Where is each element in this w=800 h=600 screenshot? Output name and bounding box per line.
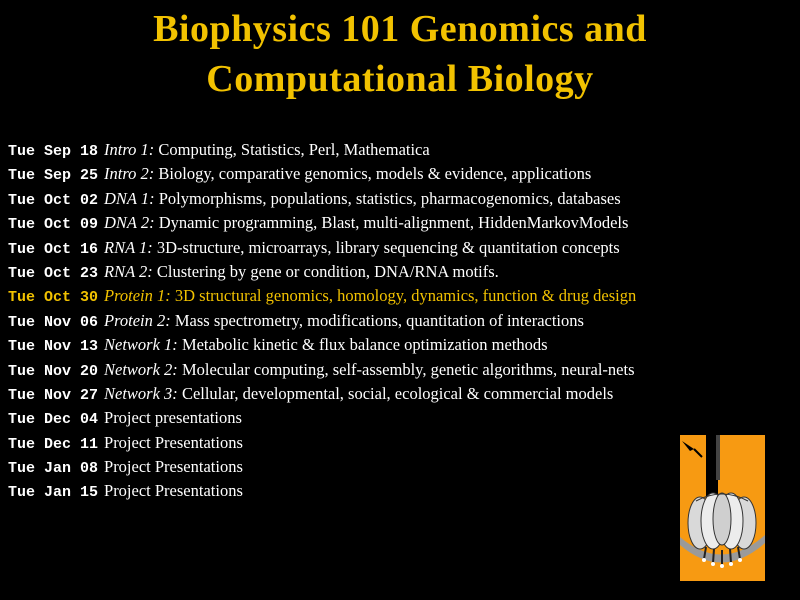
schedule-description: Project Presentations — [104, 481, 243, 501]
schedule-date: Tue Oct 16 — [8, 240, 99, 258]
schedule-topic: Network 1: — [104, 335, 178, 355]
schedule-date: Tue Jan 08 — [8, 460, 99, 478]
schedule-topic: DNA 1: — [104, 188, 155, 208]
schedule-row — [8, 382, 798, 406]
page-title — [0, 4, 800, 104]
schedule-description: Project presentations — [104, 408, 242, 428]
schedule-row — [8, 138, 798, 162]
schedule-date: Tue Oct 23 — [8, 264, 99, 282]
schedule-date: Tue Nov 13 — [8, 338, 99, 356]
schedule-topic: Network 2: — [104, 359, 178, 379]
schedule-description: 3D structural genomics, homology, dynamics, function & drug design — [170, 286, 637, 306]
schedule-topic: DNA 2: — [104, 213, 155, 233]
schedule-description: 3D-structure, microarrays, library sequencing & quantitation concepts — [152, 237, 620, 257]
schedule-date: Tue Oct 30 — [8, 289, 99, 307]
schedule-row — [8, 260, 798, 284]
schedule-row — [8, 406, 798, 430]
schedule-description: Clustering by gene or condition, DNA/RNA motifs. — [152, 261, 499, 281]
schedule-row — [8, 162, 798, 186]
schedule-description: Dynamic programming, Blast, multi-alignment, HiddenMarkovModels — [154, 213, 629, 233]
schedule-row — [8, 211, 798, 235]
schedule-row-current — [8, 284, 798, 308]
schedule-description: Biology, comparative genomics, models & evidence, applications — [154, 164, 592, 184]
title-line-2: Computational Biology — [206, 58, 594, 100]
schedule-topic: RNA 2: — [104, 261, 153, 281]
schedule-description: Mass spectrometry, modifications, quantitation of interactions — [170, 310, 584, 330]
schedule-date: Tue Dec 04 — [8, 411, 99, 429]
schedule-row — [8, 333, 798, 357]
schedule-description: Computing, Statistics, Perl, Mathematica — [154, 140, 430, 159]
schedule-date: Tue Sep 18 — [8, 143, 99, 160]
schedule-description: Project Presentations — [104, 457, 243, 477]
schedule-topic: Intro 2: — [104, 164, 155, 184]
schedule-date: Tue Jan 15 — [8, 484, 99, 502]
atp-synthase-illustration — [680, 435, 765, 581]
schedule-description: Cellular, developmental, social, ecological & commercial models — [177, 383, 614, 403]
schedule-row — [8, 309, 798, 333]
schedule-date: Tue Nov 20 — [8, 362, 99, 380]
schedule-topic: Intro 1: — [104, 140, 155, 159]
schedule-topic: RNA 1: — [104, 237, 153, 257]
schedule-date: Tue Nov 06 — [8, 313, 99, 331]
schedule-description: Project Presentations — [104, 432, 243, 452]
schedule-row — [8, 187, 798, 211]
schedule-date: Tue Oct 09 — [8, 216, 99, 234]
schedule-date: Tue Dec 11 — [8, 435, 99, 453]
schedule-row — [8, 358, 798, 382]
title-line-1: Biophysics 101 Genomics and — [153, 8, 647, 50]
schedule-topic: Network 3: — [104, 383, 178, 403]
schedule-row — [8, 236, 798, 260]
schedule-description: Metabolic kinetic & flux balance optimization methods — [177, 335, 548, 355]
schedule-date: Tue Nov 27 — [8, 386, 99, 404]
schedule-topic: Protein 2: — [104, 310, 171, 330]
schedule-description: Polymorphisms, populations, statistics, pharmacogenomics, databases — [154, 188, 621, 208]
schedule-date: Tue Oct 02 — [8, 191, 99, 209]
schedule-topic: Protein 1: — [104, 286, 171, 306]
schedule-date: Tue Sep 25 — [8, 167, 99, 185]
schedule-description: Molecular computing, self-assembly, genetic algorithms, neural-nets — [177, 359, 635, 379]
atp-synthase-motor-icon — [680, 435, 765, 581]
